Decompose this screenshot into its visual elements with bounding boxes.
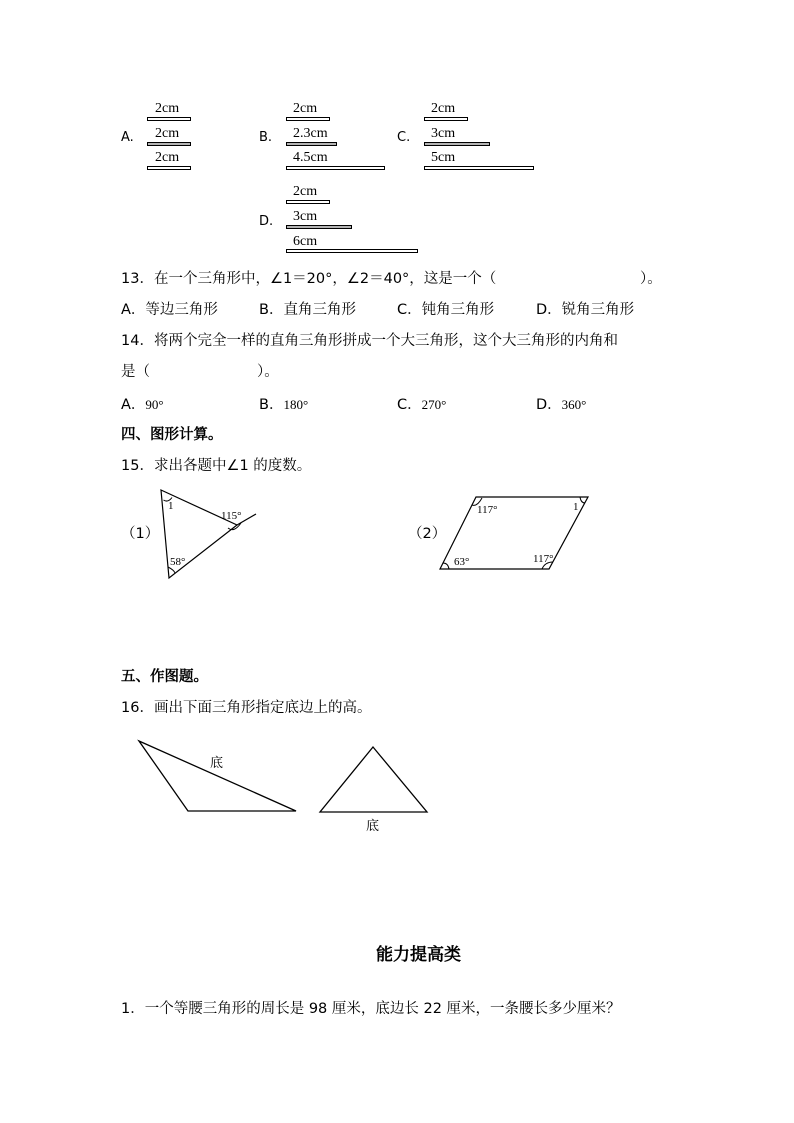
stick-label: 5cm [431,150,456,165]
q14-option-d [536,396,586,414]
q15-parallelogram-figure [435,492,595,574]
section-heading-4: 四、图形计算。 [121,427,223,443]
q13-stem-close: ）。 [640,271,662,287]
stick-label: 2cm [431,101,456,116]
stick [147,117,191,121]
q16-stem: 16．画出下面三角形指定底边上的高。 [121,700,372,716]
q15-triangle-figure [150,485,265,585]
option-letter: C. [397,130,411,145]
stick-label: 3cm [293,209,318,224]
option-letter: B. [259,130,273,145]
section-title: 能力提高类 [376,945,461,965]
option-letter: C． [397,397,422,413]
base-label: 底 [210,756,224,771]
q14-stem: 14．将两个完全一样的直角三角形拼成一个大三角形，这个大三角形的内角和 [121,333,618,349]
stick-label: 2cm [293,101,318,116]
stick-label: 2cm [155,101,180,116]
q13-option-a: A．等边三角形 [121,302,218,318]
stick-label: 4.5cm [293,150,328,165]
q15-fig2-label: （2） [408,526,447,542]
option-value: 360° [561,397,587,412]
stick [286,166,385,170]
base-label: 底 [366,819,380,834]
q16-obtuse-triangle [130,732,305,818]
stick [286,142,337,146]
stick-label: 2cm [155,150,180,165]
option-value: 90° [145,397,164,412]
q13-option-c: C．钝角三角形 [397,302,495,318]
option-letter: D． [536,397,562,413]
stick-label: 6cm [293,234,318,249]
q14-stem-line2-open: 是（ [121,364,150,380]
angle-1-label: 1 [168,500,174,512]
q13-stem: 13．在一个三角形中，∠1＝20°，∠2＝40°，这是一个（ [121,271,497,287]
stick [286,225,352,229]
bottom-left-angle-label: 63° [454,556,470,568]
stick [424,117,468,121]
angle-1-label: 1 [573,501,579,513]
section-heading-5: 五、作图题。 [121,669,208,685]
q16-acute-triangle [315,740,433,838]
stick [286,249,418,253]
stick-label: 2.3cm [293,126,328,141]
stick-label: 2cm [155,126,180,141]
q15-stem: 15．求出各题中∠1 的度数。 [121,458,312,474]
q14-option-c [397,396,446,414]
q15-fig1-label: （1） [121,526,160,542]
option-value: 180° [283,397,309,412]
bottom-right-angle-label: 117° [533,553,554,565]
q13-option-b: B．直角三角形 [259,302,356,318]
option-letter: A. [121,130,134,145]
stick [424,166,534,170]
option-letter: D. [259,214,274,229]
option-value: 270° [421,397,447,412]
option-letter: B． [259,397,284,413]
q14-option-b [259,396,308,414]
p1-stem: 1．一个等腰三角形的周长是 98 厘米，底边长 22 厘米，一条腰长多少厘米？ [121,1001,621,1017]
stick [147,142,191,146]
stick-label: 3cm [431,126,456,141]
q14-stem-line2-close: ）。 [257,364,279,380]
q13-option-d: D．锐角三角形 [536,302,635,318]
stick [286,200,330,204]
stick [147,166,191,170]
q14-option-a [121,396,164,414]
bottom-angle-label: 58° [170,556,186,568]
stick [286,117,330,121]
option-letter: A． [121,397,146,413]
top-left-angle-label: 117° [477,504,498,516]
exterior-angle-label: 115° [221,510,242,522]
stick-label: 2cm [293,184,318,199]
stick [424,142,490,146]
